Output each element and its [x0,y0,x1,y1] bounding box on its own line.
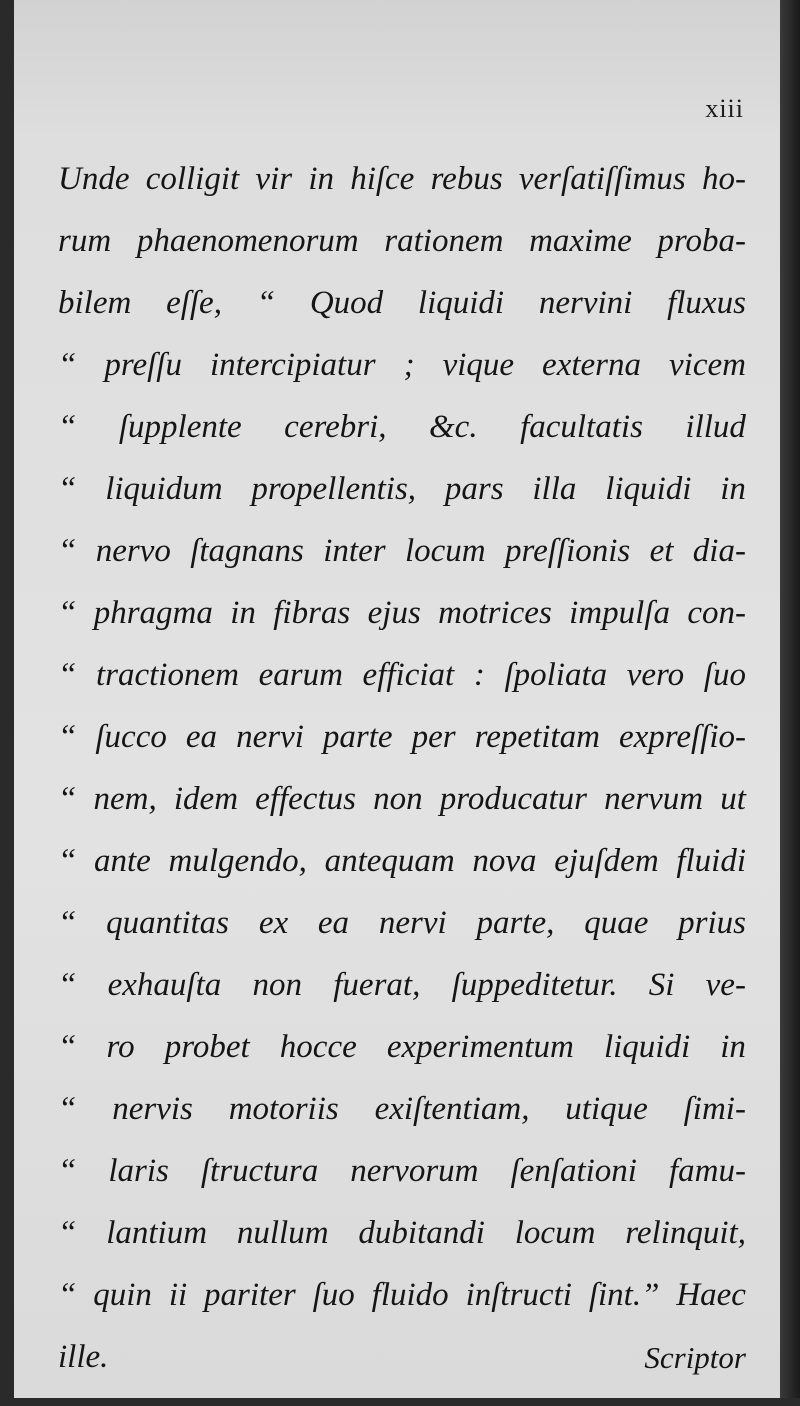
word: ſuo [312,1277,355,1313]
text-line [58,1078,746,1140]
word: ea [185,719,218,755]
page-edge-shadow [780,0,800,1406]
word: nem, [93,781,157,817]
text-line [58,830,746,892]
word: “ [58,905,77,941]
text-line [58,458,746,520]
word: ſupplente [118,409,242,445]
word: effectus [255,781,356,817]
text-line [58,1202,746,1264]
word: quin [93,1277,152,1313]
text-line [58,1140,746,1202]
word: “ [58,533,77,569]
text-line [58,210,746,272]
word: nervini [538,285,633,321]
page-number: xiii [705,94,744,123]
word: ejus [367,595,421,631]
word: antequam [324,843,455,879]
word: ho- [701,161,746,197]
word: experimentum [386,1029,574,1065]
word: non [252,967,302,1003]
word: “ [58,657,77,693]
word: “ [58,1277,77,1313]
word: ut [720,781,746,817]
word: nova [472,843,537,879]
word: parte, [476,905,555,941]
word: exhauſta [107,967,222,1003]
word: hocce [279,1029,357,1065]
word: “ [58,843,77,879]
word: verſatiſſimus [518,161,686,197]
word: repetitam [474,719,600,755]
word: fluxus [667,285,746,321]
text-line [58,768,746,830]
word: illud [685,409,746,445]
word: pariter [204,1277,296,1313]
page-bottom-shadow [0,1398,800,1406]
word: “ [58,471,77,507]
word: nervo [95,533,171,569]
word: non [373,781,423,817]
word: ſpoliata [504,657,608,693]
word: producatur [439,781,588,817]
word: hiſce [350,161,415,197]
word: nervum [604,781,704,817]
word: in [720,1029,746,1065]
word: Haec [676,1277,746,1313]
word: exiſtentiam, [374,1091,530,1127]
word: nervi [236,719,304,755]
word: cerebri, [284,409,387,445]
word: quantitas [106,905,230,941]
word: locum [404,533,486,569]
word: utique [565,1091,648,1127]
word: ex [258,905,289,941]
word: idem [173,781,239,817]
word: dia- [692,533,746,569]
word: laris [108,1153,169,1189]
word: impulſa [569,595,670,631]
word: ſucco [95,719,167,755]
word: “ [58,347,77,383]
word: ea [317,905,350,941]
word: tractionem [95,657,239,693]
word: ſuo [703,657,746,693]
word: “ [58,781,77,817]
word: maxime [529,223,632,259]
word: ſuppeditetur. [451,967,618,1003]
word: “ [58,595,77,631]
word: liquidi [603,1029,691,1065]
word: vicem [669,347,746,383]
word: fibras [273,595,351,631]
word: locum [514,1215,596,1251]
word: relinquit, [625,1215,746,1251]
word: in [308,161,334,197]
word: con- [687,595,746,631]
word: rationem [384,223,504,259]
text-line [58,1016,746,1078]
word: mulgendo, [168,843,307,879]
text-line [58,148,746,210]
word: ante [94,843,151,879]
word: ſenſationi [510,1153,637,1189]
word: “ [58,409,77,445]
word: phaenomenorum [136,223,359,259]
word: nervorum [350,1153,479,1189]
text-line [58,892,746,954]
body-text [58,148,746,1388]
word: rebus [430,161,503,197]
text-line [58,334,746,396]
word: Si [648,967,675,1003]
word: preſſionis [504,533,631,569]
word: phragma [93,595,213,631]
word: nervis [112,1091,193,1127]
word: intercipiatur [209,347,376,383]
text-line [58,1326,746,1388]
word: per [411,719,456,755]
word: quae [584,905,649,941]
word: inter [323,533,386,569]
text-line [58,644,746,706]
word: ii [168,1277,188,1313]
catchword: Scriptor [644,1340,746,1375]
word: parte [322,719,393,755]
word: famu- [668,1153,746,1189]
word: motrices [438,595,552,631]
word: “ [58,1153,77,1189]
word: motoriis [228,1091,339,1127]
text-line [58,396,746,458]
word: Quod [309,285,384,321]
word: facultatis [520,409,643,445]
word: ille. [58,1339,109,1375]
word: colligit [145,161,240,197]
text-line [58,954,746,1016]
word: propellentis, [251,471,417,507]
word: ve- [705,967,746,1003]
word: fuerat, [333,967,421,1003]
word: vir [255,161,293,197]
word: ſint.” [588,1277,660,1313]
word: bilem [58,285,132,321]
word: efficiat [362,657,455,693]
word: “ [58,719,77,755]
word: &c. [429,409,478,445]
word: “ [58,967,77,1003]
word: in [230,595,256,631]
word: prius [678,905,746,941]
word: liquidi [605,471,692,507]
word: “ [58,1215,77,1251]
word: vero [626,657,685,693]
word: ejuſdem [554,843,659,879]
word: ro [106,1029,135,1065]
word: fluido [371,1277,449,1313]
word: “ [58,1091,77,1127]
word: inſtructi [465,1277,572,1313]
word: lantium [106,1215,208,1251]
word: et [649,533,674,569]
word: in [720,471,746,507]
word: vique [442,347,515,383]
word: externa [542,347,641,383]
word: : [473,657,485,693]
word: ſtructura [200,1153,319,1189]
word: illa [532,471,577,507]
word: “ [58,1029,77,1065]
word: expreſſio- [618,719,746,755]
text-line [58,706,746,768]
word: nervi [378,905,447,941]
word: ; [403,347,415,383]
word: preſſu [104,347,182,383]
word: dubitandi [358,1215,485,1251]
text-line [58,272,746,334]
word: nullum [236,1215,329,1251]
word: ſtagnans [190,533,304,569]
word: pars [444,471,504,507]
text-line [58,582,746,644]
word: ſimi- [683,1091,746,1127]
word: earum [258,657,343,693]
word: liquidum [105,471,223,507]
word: “ [256,285,276,321]
word: rum [58,223,112,259]
text-line [58,1264,746,1326]
word: eſſe, [166,285,222,321]
word: proba- [657,223,746,259]
book-page [14,0,780,1398]
word: liquidi [417,285,505,321]
word: Unde [58,161,130,197]
text-line [58,520,746,582]
word: fluidi [676,843,746,879]
word: probet [164,1029,250,1065]
